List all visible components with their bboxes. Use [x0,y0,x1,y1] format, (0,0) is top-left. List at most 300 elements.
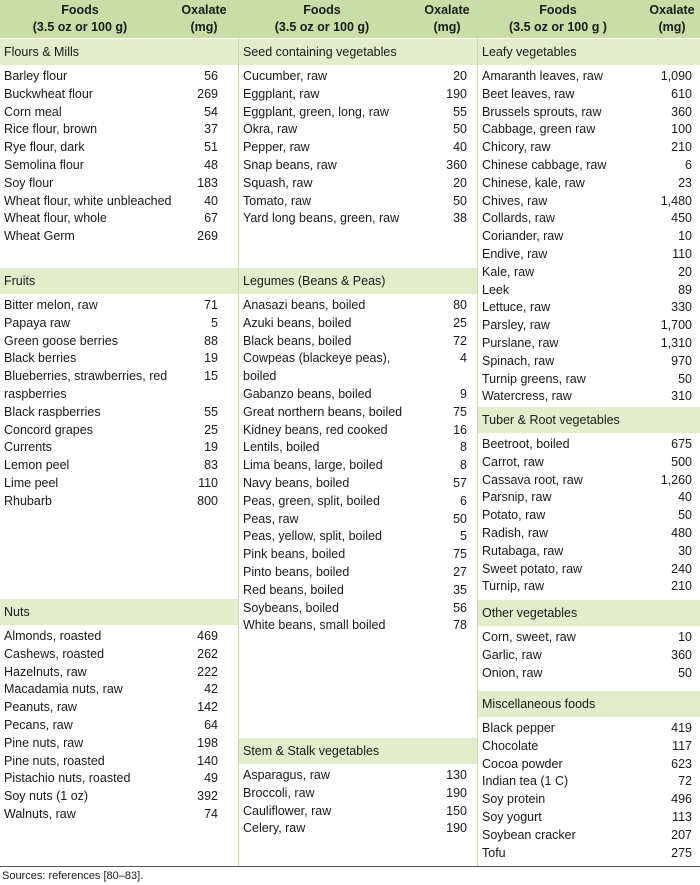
oxalate-value: 25 [204,422,218,437]
food-name: Parsnip, raw [482,490,552,505]
food-row [478,371,700,389]
food-row [478,228,700,246]
column-header [0,0,238,38]
oxalate-value: 5 [211,315,218,330]
food-name: Peas, raw [243,511,299,526]
food-row [0,404,238,422]
food-name: Wheat Germ [4,229,75,244]
food-name: Leek [482,282,510,297]
oxalate-value: 72 [678,774,692,789]
section-stem-vegetables [239,738,477,838]
section-title: Leafy vegetables [478,39,700,65]
food-row [239,767,477,785]
food-name: Tofu [482,845,506,860]
oxalate-value: 27 [453,564,467,579]
food-row [478,210,700,228]
oxalate-value: 110 [672,246,692,261]
oxalate-value: 50 [678,508,692,523]
oxalate-value: 675 [671,437,692,451]
food-name: Cowpeas (blackeye peas), boiled [243,351,391,384]
food-name: Parsley, raw [482,318,550,333]
oxalate-value: 6 [460,493,467,508]
food-row [239,350,477,386]
food-row [478,388,700,406]
oxalate-value: 1,700 [660,318,692,333]
food-name: Turnip, raw [482,579,545,594]
food-name: Broccoli, raw [243,785,315,800]
food-row [0,86,238,104]
oxalate-value: 190 [446,785,467,800]
food-name: Rye flour, dark [4,140,85,155]
oxalate-value: 496 [671,792,692,807]
oxalate-value: 419 [671,721,692,735]
oxalate-value: 50 [678,371,692,386]
food-row [239,475,477,493]
food-row [478,317,700,335]
food-row [239,104,477,122]
food-row [0,422,238,440]
food-name: Beetroot, boiled [482,437,570,451]
food-row [478,756,700,774]
food-name: Hazelnuts, raw [4,664,87,679]
food-name: Lemon peel [4,458,70,473]
food-row [239,139,477,157]
food-row [239,820,477,838]
oxalate-value: 50 [453,193,467,208]
food-name: Pinto beans, boiled [243,564,350,579]
food-name: Navy beans, boiled [243,475,350,490]
food-name: Sweet potato, raw [482,561,583,576]
food-name: Squash, raw [243,175,313,190]
food-row [0,368,238,404]
oxalate-value: 20 [453,69,467,83]
food-row [0,717,238,735]
food-row [239,546,477,564]
food-name: Spinach, raw [482,353,555,368]
food-row [478,193,700,211]
oxalate-value: 450 [671,211,692,226]
oxalate-value: 117 [672,738,692,753]
food-name: Lentils, boiled [243,440,320,455]
food-row [239,68,477,86]
food-name: Onion, raw [482,665,543,680]
oxalate-value: 6 [685,157,692,172]
food-row [0,68,238,86]
food-row [239,493,477,511]
food-name: Lime peel [4,475,59,490]
food-name: Corn meal [4,104,62,119]
food-name: Soy yogurt [482,809,542,824]
food-row [0,193,238,211]
food-name: Eggplant, raw [243,86,320,101]
food-name: Concord grapes [4,422,93,437]
food-name: Gabanzo beans, boiled [243,386,372,401]
oxalate-value: 19 [204,440,218,455]
food-row [0,475,238,493]
food-row [478,282,700,300]
foods-header: Foods (3.5 oz or 100 g) [274,3,370,34]
food-row [239,121,477,139]
oxalate-value: 1,310 [660,335,692,350]
section-title: Legumes (Beans & Peas) [239,268,477,294]
oxalate-value: 5 [460,529,467,544]
section-seed-vegetables [239,39,477,228]
oxalate-value: 55 [453,104,467,119]
food-name: Chocolate [482,738,539,753]
oxalate-value: 75 [453,404,467,419]
oxalate-value: 54 [204,104,218,119]
column-header [478,0,700,38]
food-row [239,422,477,440]
oxalate-value: 4 [460,351,467,366]
oxalate-value: 51 [204,140,218,155]
food-name: Currents [4,440,52,455]
oxalate-value: 30 [678,543,692,558]
food-row [239,404,477,422]
food-name: Cashews, roasted [4,646,105,661]
oxalate-value: 469 [197,629,218,643]
oxalate-value: 310 [671,389,692,404]
food-row [478,561,700,579]
food-row [239,457,477,475]
oxalate-value: 190 [446,821,467,836]
oxalate-value: 64 [204,717,218,732]
oxalate-value: 40 [453,140,467,155]
food-row [0,333,238,351]
oxalate-value: 183 [197,175,218,190]
oxalate-value: 72 [453,333,467,348]
food-row [478,720,700,738]
food-name: Corn, sweet, raw [482,630,576,644]
food-row [239,86,477,104]
section-tuber-vegetables [478,407,700,596]
food-name: Kale, raw [482,264,535,279]
food-row [239,617,477,635]
food-name: Asparagus, raw [243,768,330,782]
food-row [0,315,238,333]
oxalate-value: 150 [446,803,467,818]
food-name: Purslane, raw [482,335,559,350]
food-name: Endive, raw [482,246,548,261]
section-flours [0,39,238,246]
food-name: Turnip greens, raw [482,371,586,386]
food-row [0,457,238,475]
food-name: Chives, raw [482,193,548,208]
section-miscellaneous [478,691,700,862]
food-name: Yard long beans, green, raw [243,211,400,226]
section-title: Miscellaneous foods [478,691,700,717]
food-row [478,773,700,791]
food-name: Pink beans, boiled [243,547,346,562]
section-title: Tuber & Root vegetables [478,407,700,433]
food-row [239,297,477,315]
oxalate-value: 83 [204,458,218,473]
food-row [0,753,238,771]
section-title: Stem & Stalk vegetables [239,738,477,764]
section-leafy-vegetables [478,39,700,406]
column-header [239,0,477,38]
food-row [0,493,238,511]
oxalate-value: 1,090 [660,69,692,83]
food-name: Carrot, raw [482,454,544,469]
food-name: Snap beans, raw [243,157,337,172]
food-name: Soy nuts (1 oz) [4,789,89,804]
food-row [0,646,238,664]
oxalate-value: 110 [198,475,218,490]
oxalate-value: 113 [672,809,692,824]
food-row [0,210,238,228]
food-row [478,454,700,472]
food-row [478,472,700,490]
food-row [239,333,477,351]
food-row [478,647,700,665]
oxalate-value: 50 [453,122,467,137]
oxalate-value: 80 [453,298,467,312]
food-name: White beans, small boiled [243,618,386,633]
oxalate-value: 800 [197,493,218,508]
oxalate-value: 10 [678,630,692,644]
food-name: Great northern beans, boiled [243,404,403,419]
oxalate-value: 49 [204,771,218,786]
food-row [478,507,700,525]
foods-header: Foods (3.5 oz or 100 g) [32,3,128,34]
food-name: Bitter melon, raw [4,298,98,312]
food-name: Walnuts, raw [4,806,76,821]
food-row [239,175,477,193]
food-row [0,228,238,246]
food-name: Almonds, roasted [4,629,102,643]
food-name: Brussels sprouts, raw [482,104,602,119]
food-row [478,175,700,193]
food-name: Azuki beans, boiled [243,315,352,330]
food-name: Green goose berries [4,333,118,348]
food-row [478,738,700,756]
food-row [478,629,700,647]
food-row [478,68,700,86]
food-name: Cabbage, green raw [482,122,596,137]
section-title: Nuts [0,599,238,625]
food-name: Cauliflower, raw [243,803,332,818]
oxalate-value: 360 [671,104,692,119]
oxalate-value: 210 [671,140,692,155]
food-row [478,139,700,157]
oxalate-value: 16 [453,422,467,437]
food-name: Watercress, raw [482,389,572,404]
food-name: Rice flour, brown [4,122,98,137]
food-row [478,525,700,543]
oxalate-value: 56 [204,69,218,83]
food-name: Buckwheat flour [4,86,93,101]
food-name: Papaya raw [4,315,71,330]
food-name: Wheat flour, white unbleached [4,193,172,208]
oxalate-value: 140 [197,753,218,768]
oxalate-value: 78 [453,618,467,633]
oxalate-value: 623 [671,756,692,771]
food-row [0,628,238,646]
source-note: Sources: references [80–83]. [2,870,144,882]
food-name: Potato, raw [482,508,546,523]
food-row [0,439,238,457]
food-row [478,121,700,139]
food-name: Cocoa powder [482,756,563,771]
section-title: Fruits [0,268,238,294]
oxalate-header: Oxalate (mg) [424,3,470,34]
food-name: Soy protein [482,792,546,807]
oxalate-value: 198 [197,735,218,750]
oxalate-value: 50 [453,511,467,526]
food-row [239,439,477,457]
food-row [478,578,700,596]
food-name: Pecans, raw [4,717,73,732]
food-name: Soybeans, boiled [243,600,339,615]
food-row [0,806,238,824]
oxalate-value: 55 [204,404,218,419]
food-row [239,157,477,175]
oxalate-value: 71 [204,298,218,312]
food-row [478,353,700,371]
food-row [478,299,700,317]
food-row [0,157,238,175]
oxalate-value: 269 [197,229,218,244]
oxalate-value: 269 [197,86,218,101]
foods-header: Foods (3.5 oz or 100 g ) [509,3,607,34]
food-row [478,246,700,264]
food-name: Kidney beans, red cooked [243,422,388,437]
food-name: Lima beans, large, boiled [243,458,383,473]
food-name: Soybean cracker [482,827,576,842]
oxalate-header: Oxalate (mg) [649,3,695,34]
food-row [239,528,477,546]
food-row [239,564,477,582]
oxalate-value: 57 [453,475,467,490]
food-name: Collards, raw [482,211,555,226]
food-name: Cassava root, raw [482,472,583,487]
oxalate-value: 262 [197,646,218,661]
food-row [478,86,700,104]
food-name: Peas, green, split, boiled [243,493,380,508]
food-name: Garlic, raw [482,647,542,662]
food-row [478,264,700,282]
section-fruits [0,268,238,511]
food-name: Pepper, raw [243,140,310,155]
food-row [0,664,238,682]
food-row [478,665,700,683]
food-name: Wheat flour, whole [4,211,107,226]
oxalate-value: 392 [197,789,218,804]
food-name: Rhubarb [4,493,52,508]
food-name: Pistachio nuts, roasted [4,771,131,786]
food-name: Beet leaves, raw [482,86,575,101]
food-name: Barley flour [4,69,68,83]
food-row [239,600,477,618]
food-name: Eggplant, green, long, raw [243,104,389,119]
food-name: Indian tea (1 C) [482,774,569,789]
food-name: Amaranth leaves, raw [482,69,603,83]
oxalate-header: Oxalate (mg) [181,3,227,34]
food-row [0,175,238,193]
oxalate-value: 8 [460,440,467,455]
oxalate-value: 142 [197,700,218,715]
oxalate-value: 88 [204,333,218,348]
oxalate-value: 23 [678,175,692,190]
food-name: Peas, yellow, split, boiled [243,529,382,544]
section-title: Seed containing vegetables [239,39,477,65]
food-name: Peanuts, raw [4,700,77,715]
food-name: Rutabaga, raw [482,543,564,558]
food-row [0,770,238,788]
food-name: Okra, raw [243,122,298,137]
food-name: Chinese, kale, raw [482,175,585,190]
oxalate-value: 240 [671,561,692,576]
food-row [478,489,700,507]
oxalate-value: 130 [446,768,467,782]
oxalate-value: 25 [453,315,467,330]
oxalate-value: 222 [197,664,218,679]
food-row [0,788,238,806]
food-name: Pine nuts, raw [4,735,84,750]
oxalate-value: 37 [204,122,218,137]
food-row [239,803,477,821]
oxalate-value: 38 [453,211,467,226]
food-row [239,785,477,803]
food-row [239,193,477,211]
food-name: Cucumber, raw [243,69,328,83]
section-other-vegetables [478,600,700,682]
food-row [0,297,238,315]
food-row [239,582,477,600]
oxalate-value: 67 [204,211,218,226]
oxalate-value: 74 [204,806,218,821]
footer-rule [0,866,700,867]
oxalate-value: 20 [678,264,692,279]
food-name: Black berries [4,351,77,366]
food-row [478,845,700,863]
oxalate-value: 40 [678,490,692,505]
food-name: Celery, raw [243,821,306,836]
food-name: Blueberries, strawberries, red raspberries [4,369,168,401]
food-row [478,791,700,809]
oxalate-value: 360 [671,647,692,662]
food-row [478,543,700,561]
section-title: Flours & Mills [0,39,238,65]
food-name: Coriander, raw [482,229,564,244]
oxalate-value: 9 [460,386,467,401]
food-row [478,157,700,175]
oxalate-value: 42 [204,682,218,697]
oxalate-value: 210 [671,579,692,594]
food-name: Red beans, boiled [243,582,344,597]
oxalate-value: 190 [446,86,467,101]
food-row [239,210,477,228]
food-name: Chinese cabbage, raw [482,157,607,172]
oxalate-value: 15 [204,369,218,384]
oxalate-value: 1,480 [660,193,692,208]
oxalate-value: 56 [453,600,467,615]
food-row [239,315,477,333]
food-name: Black beans, boiled [243,333,352,348]
food-name: Black pepper [482,721,555,735]
food-row [0,681,238,699]
oxalate-value: 20 [453,175,467,190]
food-name: Semolina flour [4,157,84,172]
oxalate-value: 10 [678,229,692,244]
oxalate-value: 207 [671,827,692,842]
oxalate-value: 480 [671,525,692,540]
oxalate-value: 500 [671,454,692,469]
oxalate-value: 50 [678,665,692,680]
food-name: Soy flour [4,175,54,190]
food-name: Anasazi beans, boiled [243,298,366,312]
